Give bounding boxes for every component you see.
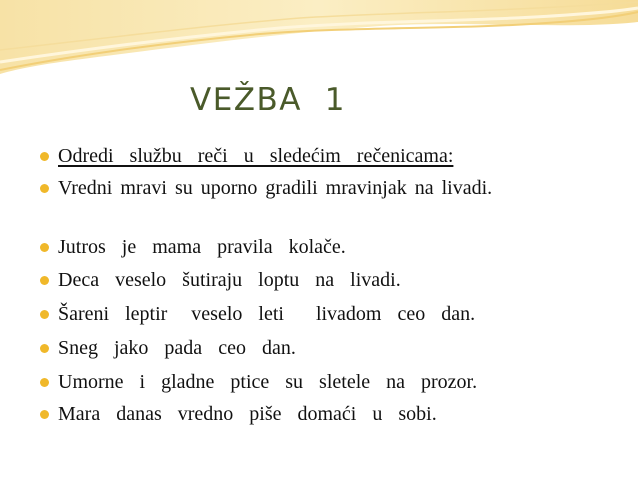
sentence-text: Mara danas vredno piše domaći u sobi. bbox=[58, 403, 437, 425]
header-decoration bbox=[0, 0, 638, 80]
bullet-icon bbox=[40, 184, 49, 193]
bullet-icon bbox=[40, 378, 49, 387]
sentence-text: Sneg jako pada ceo dan. bbox=[58, 337, 296, 359]
sentence-text: Vredni mravi su uporno gradili mravinjak na livadi. bbox=[58, 177, 493, 199]
slide-title: VEŽBA 1 bbox=[190, 82, 346, 118]
bullet-icon bbox=[40, 276, 49, 285]
bullet-icon bbox=[40, 152, 49, 161]
sentence-text: Šareni leptir veselo leti livadom ceo dan. bbox=[58, 303, 476, 325]
sentence-text: Jutros je mama pravila kolače. bbox=[58, 236, 346, 258]
bullet-icon bbox=[40, 410, 49, 419]
bullet-icon bbox=[40, 243, 49, 252]
bullet-icon bbox=[40, 344, 49, 353]
bullet-icon bbox=[40, 310, 49, 319]
sentence-text: Umorne i gladne ptice su sletele na prozor. bbox=[58, 371, 478, 393]
sentence-text: Deca veselo šutiraju loptu na livadi. bbox=[58, 269, 401, 291]
instruction-text: Odredi službu reči u sledećim rečenicama: bbox=[58, 145, 454, 167]
